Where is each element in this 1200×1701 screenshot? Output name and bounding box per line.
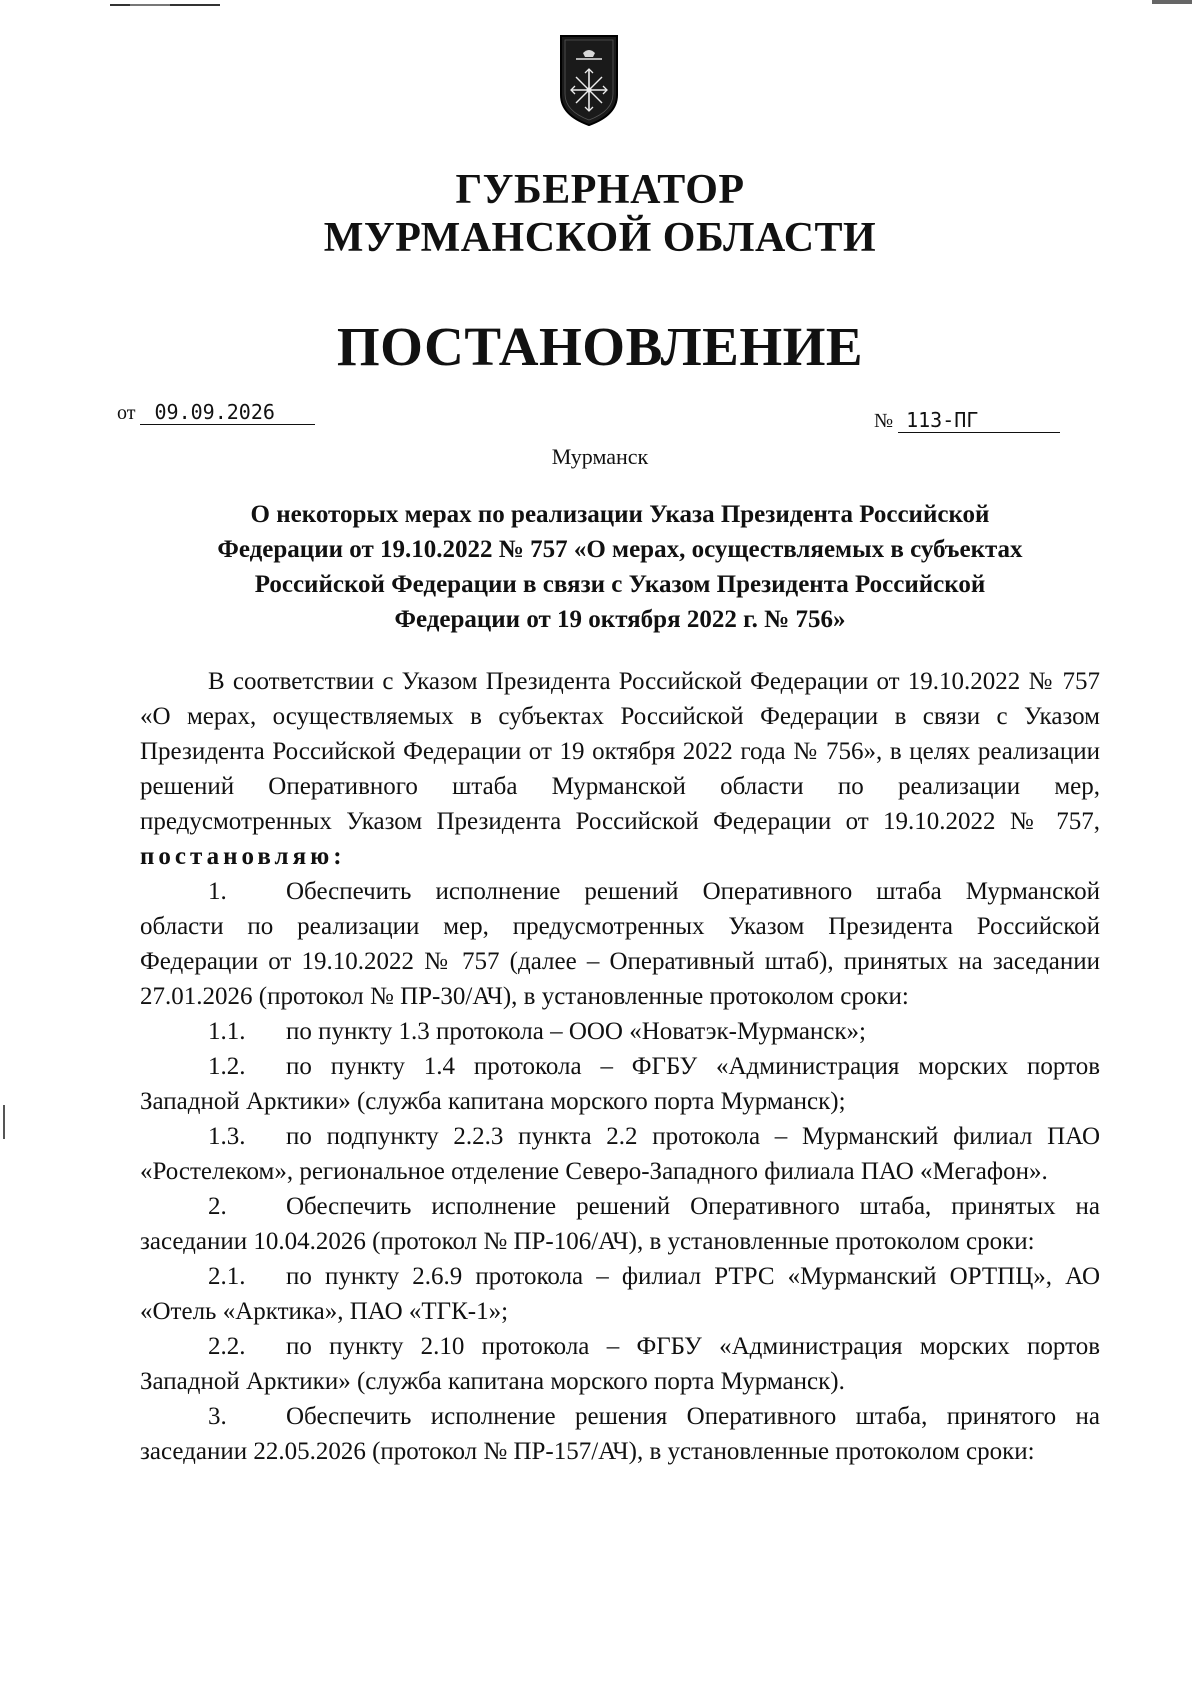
item-text: по пункту 2.10 протокола – ФГБУ «Администрация морских портов Западной Арктики» (служба капитана морского порта Мурманск). [140,1333,1100,1395]
number-prefix: № [874,410,894,432]
preamble-paragraph [140,664,1100,874]
date-value: 09.09.2026 [140,400,315,425]
list-item [140,1119,1100,1189]
resolve-word: постановляю: [140,843,346,870]
item-text: по пункту 1.4 протокола – ФГБУ «Администрация морских портов Западной Арктики» (служба капитана морского порта Мурманск); [140,1053,1100,1115]
scan-artifact-line [130,4,170,6]
item-text: Обеспечить исполнение решений Оперативного штаба, принятых на заседании 10.04.2026 (протокол № ПР-106/АЧ), в установленные протоколом сроки: [140,1193,1100,1255]
list-item [140,874,1100,1014]
item-number: 1. [208,878,227,905]
authority-title: ГУБЕРНАТОР [455,167,745,213]
item-number: 2.2. [208,1333,246,1360]
number-value: 113-ПГ [898,408,1060,433]
item-text: по пункту 2.6.9 протокола – филиал РТРС «Мурманский ОРТПЦ», АО «Отель «Арктика», ПАО «ТГК-1»; [140,1263,1100,1325]
list-item [140,1189,1100,1259]
document-type: ПОСТАНОВЛЕНИЕ [336,316,864,377]
document-number [874,408,1060,433]
item-number: 3. [208,1403,227,1430]
authority-region: МУРМАНСКОЙ ОБЛАСТИ [323,215,877,261]
item-text: Обеспечить исполнение решения Оперативного штаба, принятого на заседании 22.05.2026 (протокол № ПР-157/АЧ), в установленные протоколом сроки: [140,1403,1100,1465]
list-item [140,1014,1100,1049]
coat-of-arms-icon [558,33,620,128]
document-title [140,497,1100,637]
scan-artifact-corner [1152,0,1192,4]
preamble-text: В соответствии с Указом Президента Российской Федерации от 19.10.2022 № 757 «О мерах, осуществляемых в субъектах Российской Федерации в связи с Указом Президента Российской Федерации от 19 октября 2022 года № 756», в целях реализации решений Оперативного штаба Мурманской области по реализации мер, предусмотренных Указом Президента Российской Федерации от 19.10.2022 № 757, [140,668,1100,835]
item-number: 2.1. [208,1263,246,1290]
list-item [140,1399,1100,1469]
title-line: Российской Федерации в связи с Указом Президента Российской [254,571,986,598]
title-line: Федерации от 19.10.2022 № 757 «О мерах, осуществляемых в субъектах [217,536,1023,563]
scan-artifact-mark [3,1105,5,1139]
list-item [140,1049,1100,1119]
item-number: 2. [208,1193,227,1220]
item-number: 1.2. [208,1053,246,1080]
list-item [140,1329,1100,1399]
document-body [140,664,1100,1469]
item-number: 1.3. [208,1123,246,1150]
item-text: по пункту 1.3 протокола – ООО «Новатэк-Мурманск»; [286,1018,866,1045]
item-number: 1.1. [208,1018,246,1045]
title-line: О некоторых мерах по реализации Указа Президента Российской [250,501,990,528]
list-item [140,1259,1100,1329]
date-prefix: от [117,402,136,424]
item-text: по подпункту 2.2.3 пункта 2.2 протокола – Мурманский филиал ПАО «Ростелеком», региональное отделение Северо-Западного филиала ПАО «Мегафон». [140,1123,1100,1185]
title-line: Федерации от 19 октября 2022 г. № 756» [394,606,846,633]
document-date [117,400,315,425]
document-city: Мурманск [551,444,649,469]
item-text: Обеспечить исполнение решений Оперативного штаба Мурманской области по реализации мер, предусмотренных Указом Президента Российской Федерации от 19.10.2022 № 757 (далее – Оперативный штаб), принятых на заседании 27.01.2026 (протокол № ПР-30/АЧ), в установленные протоколом сроки: [140,878,1100,1010]
